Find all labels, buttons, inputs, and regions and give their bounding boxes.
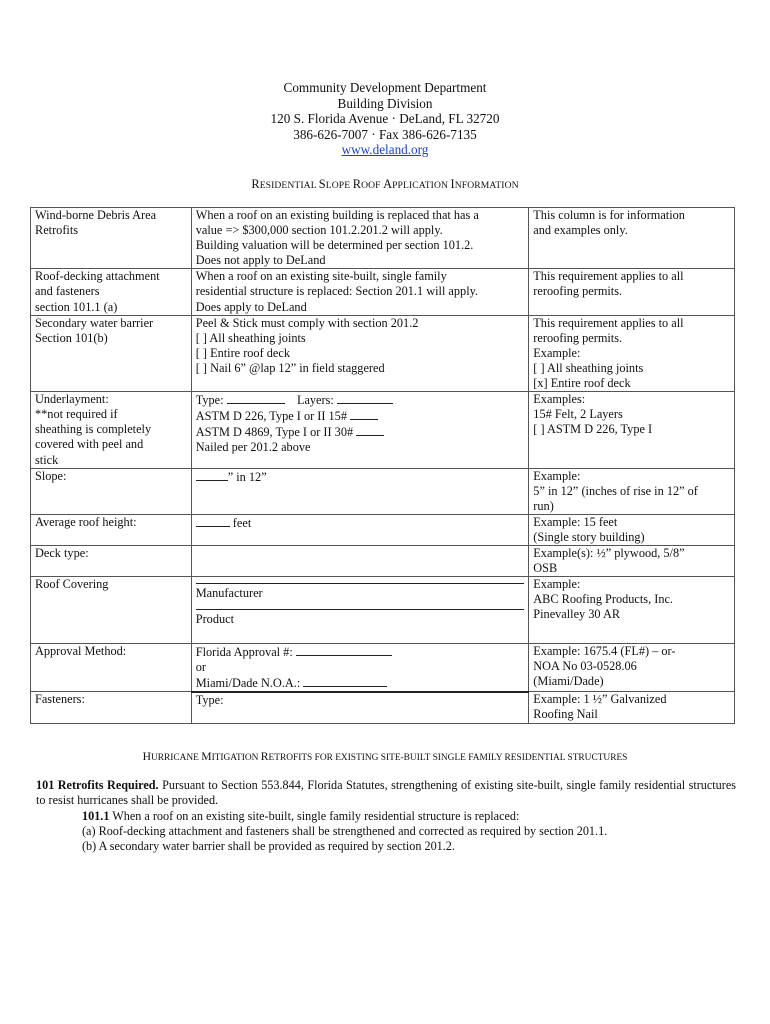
checkbox-nail-pattern[interactable]: [ ] Nail 6” @lap 12” in field staggered (195, 360, 385, 375)
desc-cell: When a roof on an existing building is replaced that has a value => $300,000 section 101.2.201.2 will apply. Building valuation will be determined per section 101.2. Does not apply to DeLand (191, 208, 529, 269)
desc-cell: Type: Layers: ASTM D 226, Type I or II 15# ASTM D 4869, Type I or II 30# Nailed per 201.2 above (191, 392, 529, 468)
info-cell: Example: 15 feet (Single story building) (529, 514, 735, 545)
type-blank[interactable] (227, 392, 285, 404)
info-cell: Example: 5” in 12” (inches of rise in 12” of run) (529, 468, 735, 514)
info-cell: Example: 1 ½” Galvanized Roofing Nail (529, 692, 735, 723)
info-cell: This requirement applies to all reroofing permits. (529, 269, 735, 315)
label-cell: Secondary water barrier Section 101(b) (31, 315, 192, 391)
label-cell: Fasteners: (31, 692, 192, 723)
label-cell: Underlayment: **not required if sheathing is completely covered with peel and stick (31, 392, 192, 468)
desc-cell (191, 692, 529, 723)
table-row-approval (31, 643, 735, 692)
info-cell: This requirement applies to all reroofing permits. Example: [ ] All sheathing joints [x] Entire roof deck (529, 315, 735, 391)
label-cell: Deck type: (31, 546, 192, 577)
label-cell: Slope: (31, 468, 192, 514)
label-cell: Average roof height: (31, 514, 192, 545)
division-name: Building Division (337, 95, 433, 111)
checkbox-all-joints[interactable]: [ ] All sheathing joints (195, 330, 306, 345)
clause-101-1: 101.1 When a roof on an existing site-built, single family residential structure is replaced: (82, 809, 520, 823)
height-blank[interactable] (196, 515, 230, 527)
form-title: RESIDENTIAL SLOPE ROOF APPLICATION INFORMATION (251, 177, 519, 191)
table-row-underlayment (31, 392, 735, 468)
clause-b: (b) A secondary water barrier shall be provided as required by section 201.2. (82, 839, 455, 853)
manufacturer-line[interactable] (196, 583, 525, 584)
slope-blank[interactable] (196, 469, 228, 481)
layers-blank[interactable] (337, 392, 393, 404)
info-cell: This column is for information and examples only. (529, 208, 735, 269)
address: 120 S. Florida Avenue · DeLand, FL 32720 (270, 111, 500, 126)
table-row-windborne (31, 208, 735, 269)
desc-cell: Manufacturer Product (191, 577, 529, 643)
section-heading: HURRICANE MITIGATION RETROFITS FOR EXISTING SITE-BUILT SINGLE FAMILY RESIDENTIAL STRUCTURES (142, 750, 628, 763)
table-row-decking (31, 269, 735, 315)
product-line[interactable] (196, 609, 525, 610)
table-row-height (31, 514, 735, 545)
desc-cell: Peel & Stick must comply with section 201.2 [ ] All sheathing joints [ ] Entire roof deck [ ] Nail 6” @lap 12” in field staggered (191, 315, 529, 391)
astm-226-blank[interactable] (350, 408, 378, 420)
clause-a: (a) Roof-decking attachment and fasteners shall be strengthened and corrected as required by section 201.1. (82, 824, 608, 838)
deck-type-field[interactable] (191, 546, 529, 577)
checkbox-entire-deck[interactable]: [ ] Entire roof deck (195, 345, 290, 360)
department-name: Community Development Department (283, 80, 487, 95)
label-cell: Roof Covering (31, 577, 192, 643)
info-cell: Example(s): ½” plywood, 5/8” OSB (529, 546, 735, 577)
desc-cell: feet (191, 514, 529, 545)
phone-fax: 386-626-7007 · Fax 386-626-7135 (293, 126, 477, 142)
website-link[interactable]: www.deland.org (341, 142, 429, 157)
astm-4869-blank[interactable] (356, 424, 384, 436)
florida-approval-blank[interactable] (296, 644, 392, 656)
desc-cell: ” in 12” (191, 468, 529, 514)
info-cell: Example: 1675.4 (FL#) – or- NOA No 03-0528.06 (Miami/Dade) (529, 643, 735, 692)
noa-blank[interactable] (303, 675, 387, 687)
table-row-covering (31, 577, 735, 643)
table-row-deck (31, 546, 735, 577)
fastener-type-field[interactable]: Type: (195, 692, 224, 707)
info-cell: Examples: 15# Felt, 2 Layers [ ] ASTM D 226, Type I (529, 392, 735, 468)
desc-cell: Florida Approval #: or Miami/Dade N.O.A.: (191, 643, 529, 692)
label-cell: Approval Method: (31, 643, 192, 692)
desc-cell: When a roof on an existing site-built, single family residential structure is replaced: Section 201.1 will apply. Does apply to DeLand (191, 269, 529, 315)
table-row-fasteners (31, 692, 735, 723)
label-cell: Wind-borne Debris Area Retrofits (31, 208, 192, 269)
application-table (30, 207, 735, 724)
department-header (0, 80, 770, 158)
retrofits-paragraph: 101 Retrofits Required. Pursuant to Section 553.844, Florida Statutes, strengthening of existing site-built, single family residential structures to resist hurricanes shall be provided. (36, 778, 736, 808)
table-row-slope (31, 468, 735, 514)
label-cell: Roof-decking attachment and fasteners section 101.1 (a) (31, 269, 192, 315)
info-cell: Example: ABC Roofing Products, Inc. Pinevalley 30 AR (529, 577, 735, 643)
table-row-barrier (31, 315, 735, 391)
